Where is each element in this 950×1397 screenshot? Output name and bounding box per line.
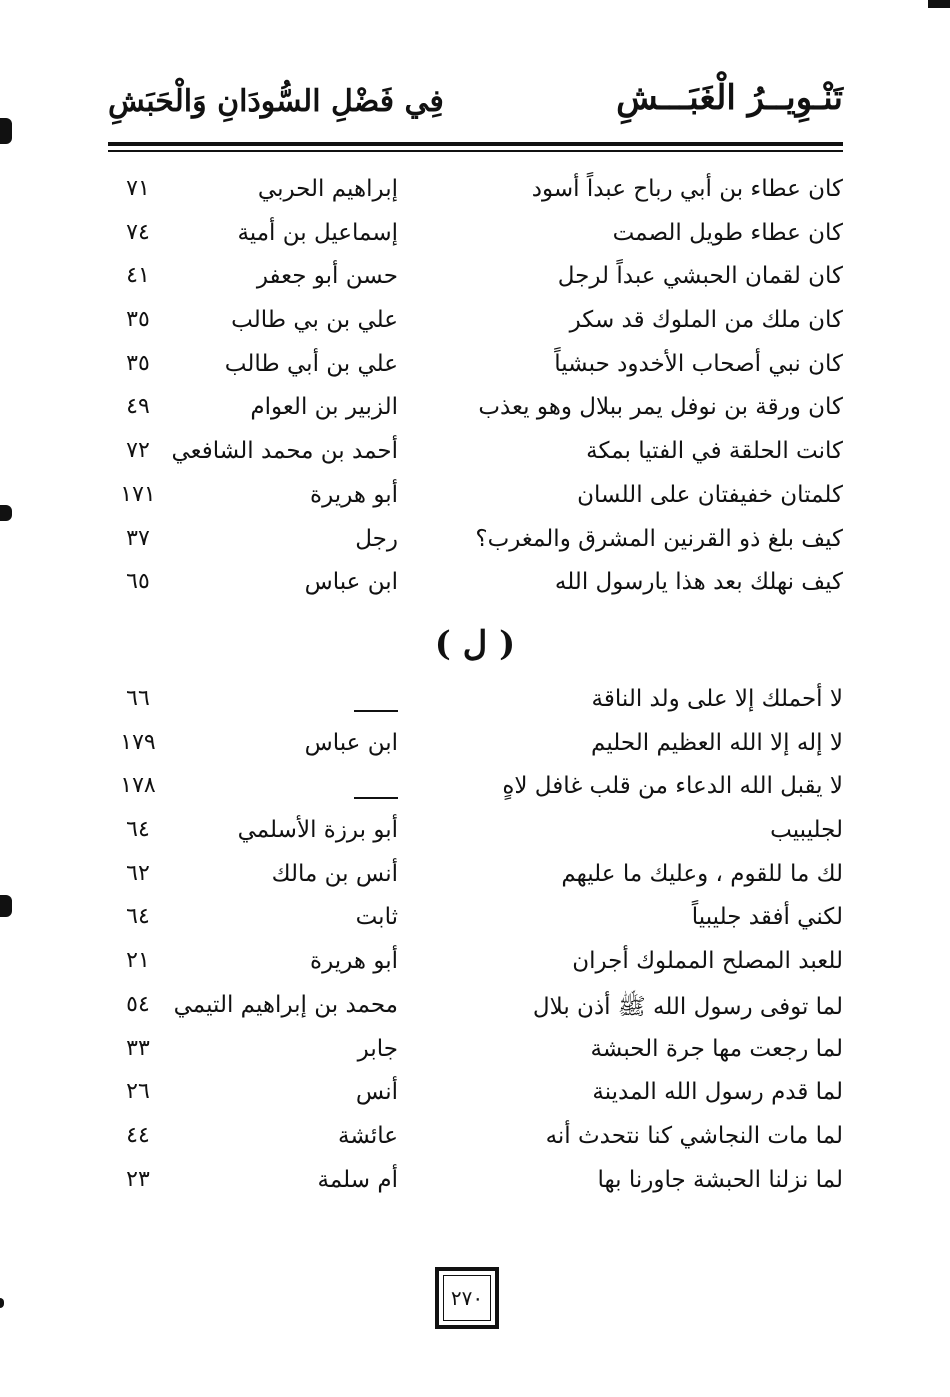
- index-section-kaf: [108, 176, 843, 613]
- narrator: إسماعيل بن أمية: [237, 219, 398, 246]
- page-edge-mark-2: [0, 505, 12, 521]
- index-row: [108, 394, 843, 438]
- index-row: [108, 1123, 843, 1167]
- page-edge-mark-3: [0, 895, 12, 917]
- page-edge-mark-right: [928, 0, 950, 8]
- index-row: [108, 351, 843, 395]
- hadith-text: لما توفى رسول الله ﷺ أذن بلال: [532, 993, 843, 1020]
- hadith-text: كان عطاء طويل الصمت: [612, 219, 843, 246]
- page-ref: ١٧٨: [120, 773, 156, 799]
- page-ref: ٧٢: [126, 438, 150, 464]
- narrator: عائشة: [338, 1122, 398, 1149]
- narrator: إبراهيم الحربي: [257, 176, 398, 202]
- page-ref: ١٧٩: [120, 729, 156, 755]
- page-number-frame: [435, 1267, 499, 1329]
- hadith-text: كان لقمان الحبشي عبداً لرجل: [557, 263, 843, 290]
- narrator: علي بن بي طالب: [231, 307, 398, 334]
- hadith-text: لما رجعت مها جرة الحبشة: [590, 1035, 843, 1062]
- hadith-text: كانت الحلقة في الفتيا بمكة: [586, 438, 843, 465]
- page-ref: ٧٤: [126, 219, 150, 245]
- hadith-text: كان ملك من الملوك قد سكر: [569, 307, 843, 334]
- hadith-text: كلمتان خفيفتان على اللسان: [577, 481, 843, 508]
- narrator: أبو هريرة: [310, 481, 398, 508]
- index-row: [108, 686, 843, 730]
- page-ref: ٤١: [126, 263, 150, 289]
- narrator: أنس: [355, 1079, 398, 1106]
- index-row: [108, 730, 843, 774]
- narrator: حسن أبو جعفر: [256, 263, 398, 290]
- page-ref: ١٧١: [120, 481, 156, 507]
- narrator: الزبير بن العوام: [250, 394, 398, 421]
- hadith-text: لما نزلنا الحبشة جاورنا بها: [597, 1166, 843, 1193]
- index-row: [108, 773, 843, 817]
- index-row: [108, 904, 843, 948]
- index-row: [108, 307, 843, 351]
- index-row: [108, 263, 843, 307]
- narrator: أبو برزة الأسلمي: [237, 817, 398, 844]
- index-section-lam: [108, 686, 843, 1210]
- narrator: أم سلمة: [317, 1166, 398, 1193]
- index-row: [108, 992, 843, 1036]
- hadith-text: لكني أفقد جليبياً: [691, 904, 843, 931]
- hadith-text: لما قدم رسول الله المدينة: [592, 1079, 843, 1106]
- index-row: [108, 817, 843, 861]
- index-row: [108, 438, 843, 482]
- page-ref: ٦٢: [126, 860, 150, 886]
- page-ref: ٣٥: [126, 350, 150, 376]
- page-ref: ٧١: [126, 176, 150, 201]
- page-ref: ٤٩: [126, 394, 150, 420]
- no-narrator-dash: [354, 797, 398, 799]
- index-row: [108, 176, 843, 220]
- hadith-text: لجليبيب: [770, 817, 843, 844]
- index-row: [108, 220, 843, 264]
- hadith-text: لا يقبل الله الدعاء من قلب غافل لاهٍ: [502, 773, 843, 800]
- book-title: تَنْـوِيــرُ الْغَبَـــشِ: [616, 78, 843, 118]
- hadith-text: كان عطاء بن أبي رباح عبداً أسود: [531, 176, 843, 202]
- narrator: محمد بن إبراهيم التيمي: [173, 991, 398, 1018]
- narrator: جابر: [357, 1035, 398, 1062]
- narrator: أنس بن مالك: [271, 860, 398, 887]
- hadith-text: لا إله إلا الله العظيم الحليم: [591, 729, 843, 756]
- no-narrator-dash: [354, 710, 398, 712]
- index-row: [108, 1079, 843, 1123]
- narrator: أبو هريرة: [310, 948, 398, 975]
- page-ref: ٤٤: [126, 1122, 150, 1148]
- hadith-text: كان ورقة بن نوفل يمر ببلال وهو يعذب: [478, 394, 843, 421]
- hadith-text: لا أحملك إلا على ولد الناقة: [591, 686, 843, 712]
- page-ref: ٢٣: [126, 1166, 150, 1192]
- page-ref: ٦٤: [126, 817, 150, 843]
- hadith-text: كيف بلغ ذو القرنين المشرق والمغرب؟: [475, 525, 843, 552]
- index-row: [108, 526, 843, 570]
- page-number: ٢٧٠: [443, 1275, 491, 1321]
- index-row: [108, 1036, 843, 1080]
- narrator: ابن عباس: [304, 569, 398, 596]
- page-ref: ٣٣: [126, 1035, 150, 1061]
- book-subtitle: فِي فَضْلِ السُّودَانِ وَالْحَبَشِ: [108, 84, 444, 119]
- narrator: علي بن أبي طالب: [224, 350, 398, 377]
- narrator: ابن عباس: [304, 729, 398, 756]
- hadith-text: كيف نهلك بعد هذا يارسول الله: [554, 569, 843, 596]
- header-rule-thick: [108, 142, 843, 146]
- page-ref: ٣٧: [126, 525, 150, 551]
- narrator: أحمد بن محمد الشافعي: [171, 438, 398, 465]
- page-ref: ٢٦: [126, 1079, 150, 1105]
- index-row: [108, 569, 843, 613]
- index-row: [108, 1167, 843, 1211]
- page-ref: ٥٤: [126, 991, 150, 1017]
- page-edge-mark-4: [0, 1298, 4, 1308]
- page-ref: ٣٥: [126, 307, 150, 333]
- running-header: [108, 78, 843, 138]
- hadith-text: لك ما للقوم ، وعليك ما عليهم: [561, 860, 843, 887]
- header-rule-thin: [108, 150, 843, 152]
- page-ref: ٢١: [126, 948, 150, 974]
- page-ref: ٦٦: [126, 686, 150, 711]
- page-edge-mark-1: [0, 118, 12, 144]
- index-row: [108, 948, 843, 992]
- letter-heading-lam: ( ل ): [434, 624, 516, 664]
- hadith-text: للعبد المصلح المملوك أجران: [572, 948, 843, 975]
- page-ref: ٦٥: [126, 569, 150, 595]
- index-row: [108, 861, 843, 905]
- index-row: [108, 482, 843, 526]
- hadith-text: كان نبي أصحاب الأخدود حبشياً: [554, 350, 843, 377]
- narrator: رجل: [355, 525, 398, 552]
- page-ref: ٦٤: [126, 904, 150, 930]
- narrator: ثابت: [355, 904, 398, 931]
- hadith-text: لما مات النجاشي كنا نتحدث أنه: [545, 1122, 843, 1149]
